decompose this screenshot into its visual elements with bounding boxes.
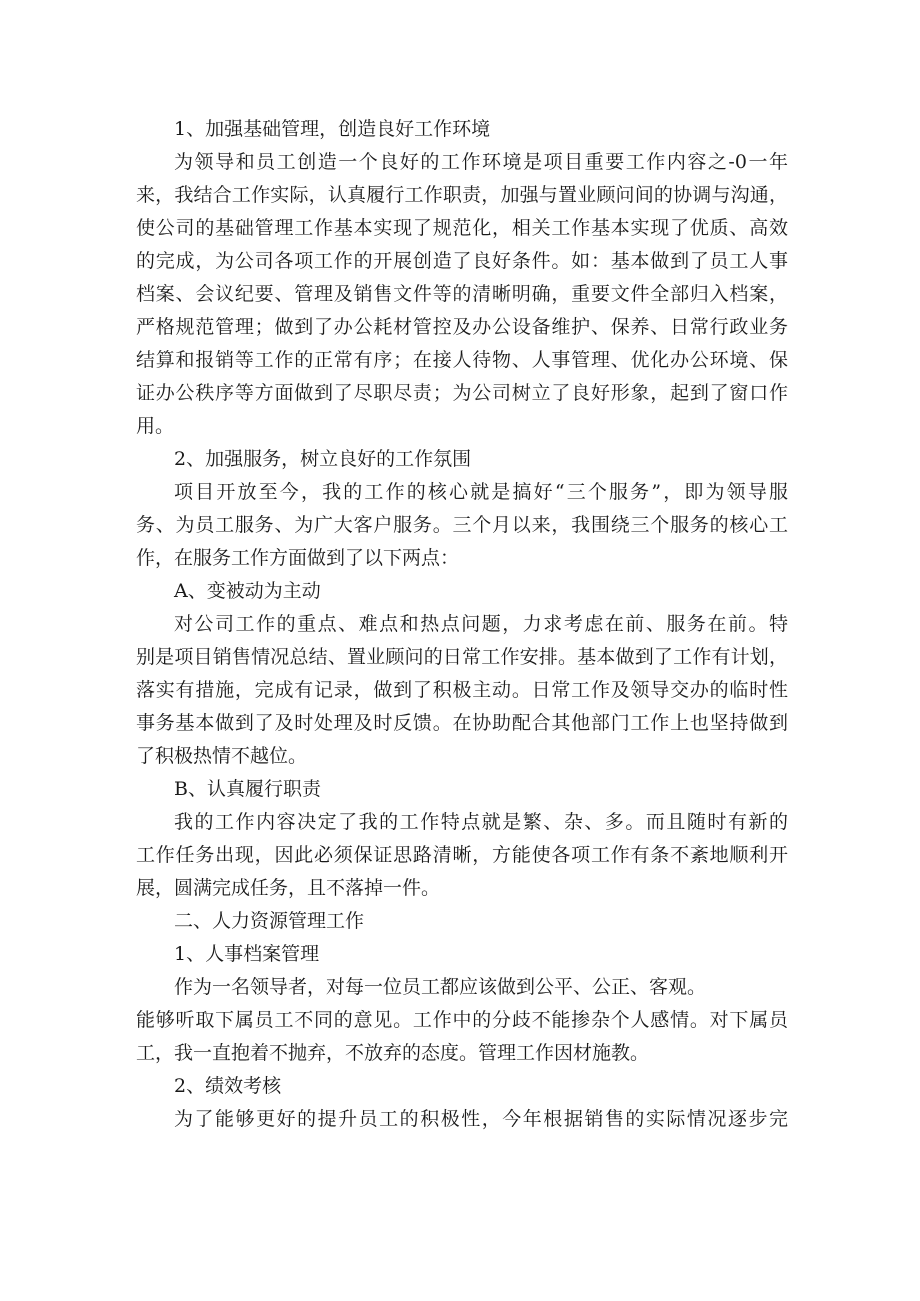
paragraph-line: 务、为员工服务、为广大客户服务。三个月以来，我围绕三个服务的核心工 [136, 514, 788, 536]
paragraph-line: 落实有措施，完成有记录，做到了积极主动。日常工作及领导交办的临时性 [136, 679, 788, 701]
paragraph-line: 的完成，为公司各项工作的开展创造了良好条件。如：基本做到了员工人事 [136, 250, 788, 272]
paragraph-line: 档案、会议纪要、管理及销售文件等的清晰明确，重要文件全部归入档案， [136, 283, 788, 305]
paragraph-line: 能够听取下属员工不同的意见。工作中的分歧不能掺杂个人感情。对下属员 [136, 1009, 788, 1031]
section-heading: A、变被动为主动 [174, 580, 321, 602]
document-body [136, 113, 788, 1136]
paragraph-line: 我的工作内容决定了我的工作特点就是繁、杂、多。而且随时有新的 [174, 811, 788, 833]
paragraph-line: 结算和报销等工作的正常有序；在接人待物、人事管理、优化办公环境、保 [136, 349, 788, 371]
paragraph-line: 使公司的基础管理工作基本实现了规范化，相关工作基本实现了优质、高效 [136, 217, 788, 239]
paragraph-line: 工作任务出现，因此必须保证思路清晰，方能使各项工作有条不紊地顺利开 [136, 844, 788, 866]
section-heading: 二、人力资源管理工作 [174, 910, 365, 932]
paragraph-line: 证办公秩序等方面做到了尽职尽责；为公司树立了良好形象，起到了窗口作 [136, 382, 788, 404]
paragraph-line: 对公司工作的重点、难点和热点问题，力求考虑在前、服务在前。特 [174, 613, 788, 635]
paragraph-line: 用。 [136, 415, 175, 437]
section-heading: B、认真履行职责 [174, 778, 321, 800]
section-heading: 2、加强服务，树立良好的工作氛围 [174, 448, 472, 470]
paragraph-line: 为了能够更好的提升员工的积极性，今年根据销售的实际情况逐步完 [174, 1108, 788, 1130]
paragraph-line: 了积极热情不越位。 [136, 745, 308, 767]
paragraph-line: 别是项目销售情况总结、置业顾问的日常工作安排。基本做到了工作有计划， [136, 646, 788, 668]
paragraph-line: 事务基本做到了及时处理及时反馈。在协助配合其他部门工作上也坚持做到 [136, 712, 788, 734]
section-heading: 1、人事档案管理 [174, 943, 320, 965]
paragraph-line: 来，我结合工作实际，认真履行工作职责，加强与置业顾问间的协调与沟通， [136, 184, 788, 206]
paragraph-line: 项目开放至今，我的工作的核心就是搞好“三个服务”，即为领导服 [174, 481, 788, 503]
section-heading: 2、绩效考核 [174, 1075, 282, 1097]
paragraph-line: 工，我一直抱着不抛弃，不放弃的态度。管理工作因材施教。 [136, 1042, 650, 1064]
paragraph-line: 作，在服务工作方面做到了以下两点： [136, 547, 460, 569]
paragraph-line: 展，圆满完成任务，且不落掉一件。 [136, 877, 441, 899]
paragraph-line: 作为一名领导者，对每一位员工都应该做到公平、公正、客观。 [174, 976, 707, 998]
paragraph-line: 为领导和员工创造一个良好的工作环境是项目重要工作内容之-0一年 [174, 151, 788, 173]
paragraph-line: 严格规范管理；做到了办公耗材管控及办公设备维护、保养、日常行政业务 [136, 316, 788, 338]
section-heading: 1、加强基础管理，创造良好工作环境 [174, 118, 491, 140]
